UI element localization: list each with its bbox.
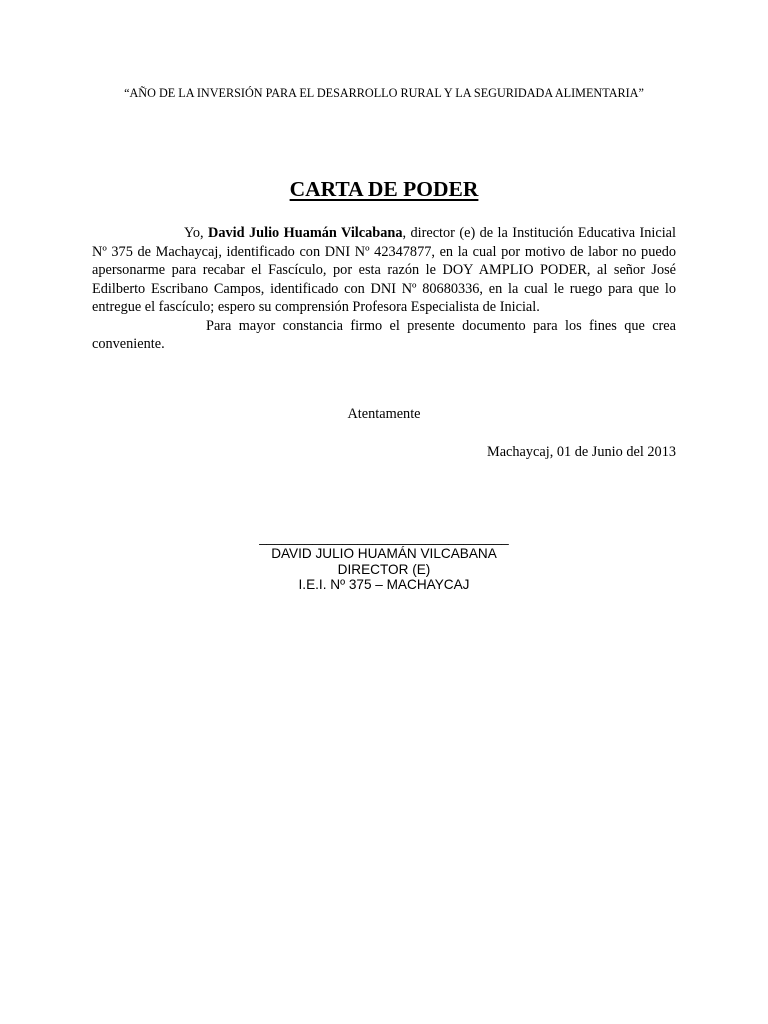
paragraph-rest: , director (e) de la Institución Educativa Inicial Nº 375 de Machaycaj, identificado con DNI Nº 42347877, en la cual por motivo de labor no puedo apersonarme para recabar el Fascículo, por esta razón le DOY AMPLIO PODER, al señor José Edilberto Escribano Campos, identificado con DNI Nº 80680336, en la cual le ruego para que lo entregue el fascículo; espero su comprensión Profesora Especialista de Inicial.: [92, 225, 676, 315]
letter-body: [92, 224, 676, 354]
year-motto: “AÑO DE LA INVERSIÓN PARA EL DESARROLLO RURAL Y LA SEGURIDADA ALIMENTARIA”: [124, 86, 644, 100]
body-paragraph-2: Para mayor constancia firmo el presente documento para los fines que crea conveniente.: [92, 317, 676, 352]
grantor-name: David Julio Huamán Vilcabana: [208, 225, 403, 241]
signature-block: [0, 530, 768, 593]
body-paragraph-1: [92, 224, 676, 317]
signer-role: DIRECTOR (E): [337, 561, 431, 577]
closing-salutation: Atentamente: [347, 406, 421, 422]
paragraph-lead: Yo,: [184, 225, 209, 241]
signer-name: DAVID JULIO HUAMÁN VILCABANA: [271, 545, 497, 561]
signer-institution: I.E.I. Nº 375 – MACHAYCAJ: [298, 577, 470, 593]
letter-title: CARTA DE PODER: [289, 177, 479, 201]
signature-line: _________________________________: [259, 530, 509, 545]
place-date: Machaycaj, 01 de Junio del 2013: [487, 444, 676, 460]
